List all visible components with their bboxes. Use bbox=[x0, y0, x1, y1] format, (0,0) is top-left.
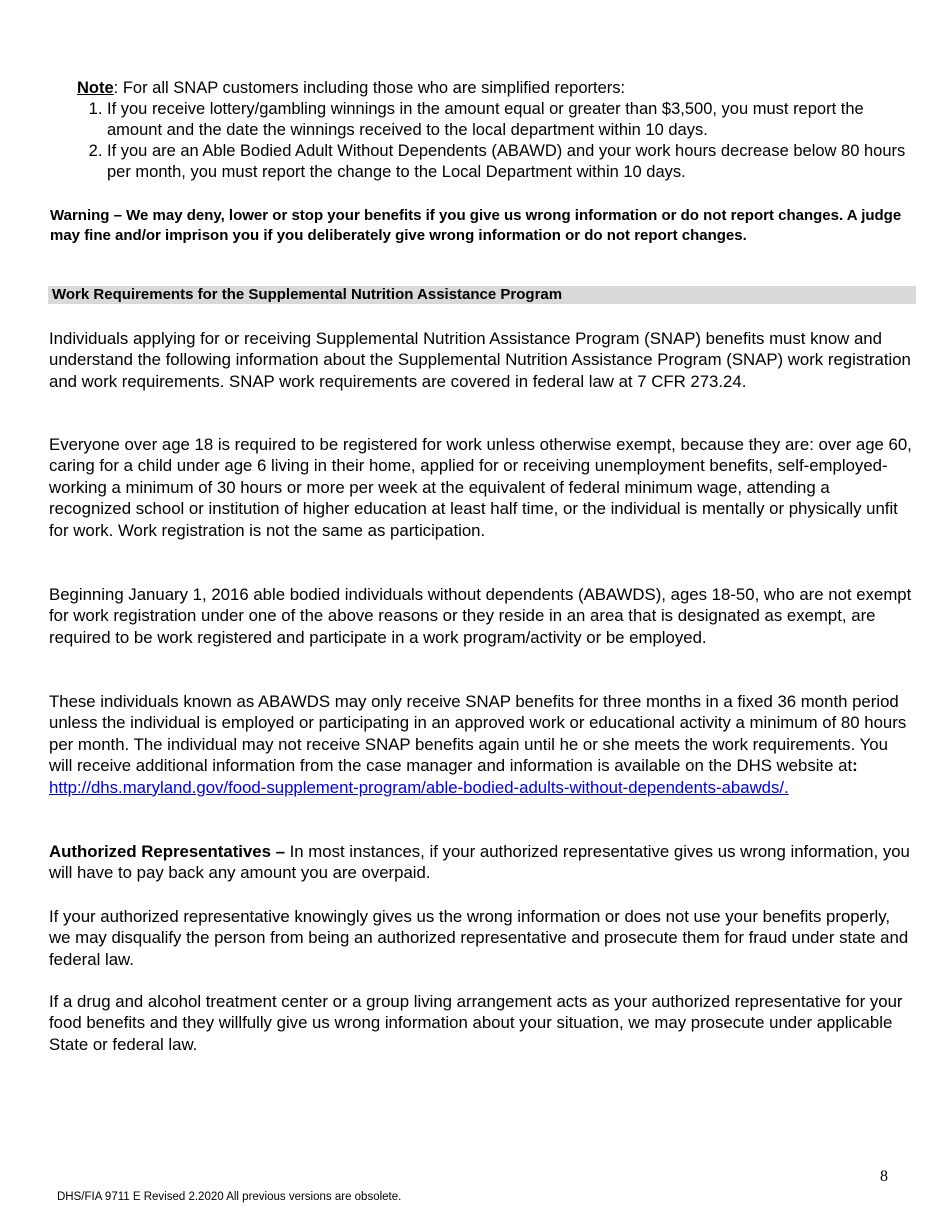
note-item-abawd: 2. If you are an Able Bodied Adult Without Dependents (ABAWD) and your work hours decrease below 80 hours per month, you must report the change to the Local Department within 10 days. bbox=[107, 141, 917, 183]
paragraph-work-registration: Everyone over age 18 is required to be registered for work unless otherwise exempt, because they are: over age 60, caring for a child under age 6 living in their home, applied for or receiving unemployment benefits, self-employed- working a minimum of 30 hours or more per week at the equivalent of federal minimum wage, attending a recognized school or institution of higher education at least half time, or the individual is mentally or physically unfit for work. Work registration is not the same as participation. bbox=[49, 435, 912, 540]
abawds-colon: : bbox=[852, 756, 858, 776]
note-block bbox=[77, 78, 917, 183]
note-list bbox=[77, 99, 917, 183]
footer-form-id: DHS/FIA 9711 E Revised 2.2020 All previous versions are obsolete. bbox=[57, 1191, 402, 1203]
dhs-website-link[interactable]: http://dhs.maryland.gov/food-supplement-program/able-bodied-adults-without-dependents-abawds/. bbox=[49, 777, 789, 797]
warning-text: Warning – We may deny, lower or stop your benefits if you give us wrong information or do not report changes. A judge may fine and/or imprison you if you deliberately give wrong information or do not report changes. bbox=[50, 207, 902, 244]
section-title: Work Requirements for the Supplemental Nutrition Assistance Program bbox=[52, 286, 563, 303]
note-item-lottery: 1. If you receive lottery/gambling winnings in the amount equal or greater than $3,500, you must report the amount and the date the winnings received to the local department within 10 days. bbox=[107, 99, 917, 141]
abawds-limits-text: These individuals known as ABAWDS may only receive SNAP benefits for three months in a fixed 36 month period unless the individual is employed or participating in an approved work or educational activity a minimum of 80 hours per month. The individual may not receive SNAP benefits again until he or she meets the work requirements. You will receive additional information from the case manager and information is available on the DHS website at bbox=[49, 692, 907, 776]
note-label: Note bbox=[77, 79, 114, 97]
page-number: 8 bbox=[880, 1168, 888, 1185]
paragraph-rep-misuse: If your authorized representative knowingly gives us the wrong information or does not use your benefits properly, we may disqualify the person from being an authorized representative and prosecute them for fraud under state and federal law. bbox=[49, 907, 909, 969]
paragraph-abawds-2016: Beginning January 1, 2016 able bodied individuals without dependents (ABAWDS), ages 18-50, who are not exempt for work registration under one of the above reasons or they reside in an area that is designated as exempt, are required to be work registered and participate in a work program/activity or be employed. bbox=[49, 585, 912, 647]
paragraph-abawds-limits bbox=[49, 691, 915, 798]
note-header bbox=[77, 78, 917, 99]
paragraph-authorized-reps bbox=[49, 841, 915, 884]
note-intro: : For all SNAP customers including those who are simplified reporters: bbox=[113, 79, 626, 97]
paragraph-snap-intro: Individuals applying for or receiving Supplemental Nutrition Assistance Program (SNAP) benefits must know and understand the following information about the Supplemental Nutrition Assistance Program (SNAP) work registration and work requirements. SNAP work requirements are covered in federal law at 7 CFR 273.24. bbox=[49, 329, 911, 391]
authorized-reps-text: In most instances, if your authorized representative gives us wrong information, you will have to pay back any amount you are overpaid. bbox=[49, 842, 910, 883]
authorized-reps-heading: Authorized Representatives – bbox=[49, 842, 285, 861]
paragraph-treatment-center: If a drug and alcohol treatment center or a group living arrangement acts as your authorized representative for your food benefits and they willfully give us wrong information about your situation, we may prosecute under applicable State or federal law. bbox=[49, 992, 903, 1054]
